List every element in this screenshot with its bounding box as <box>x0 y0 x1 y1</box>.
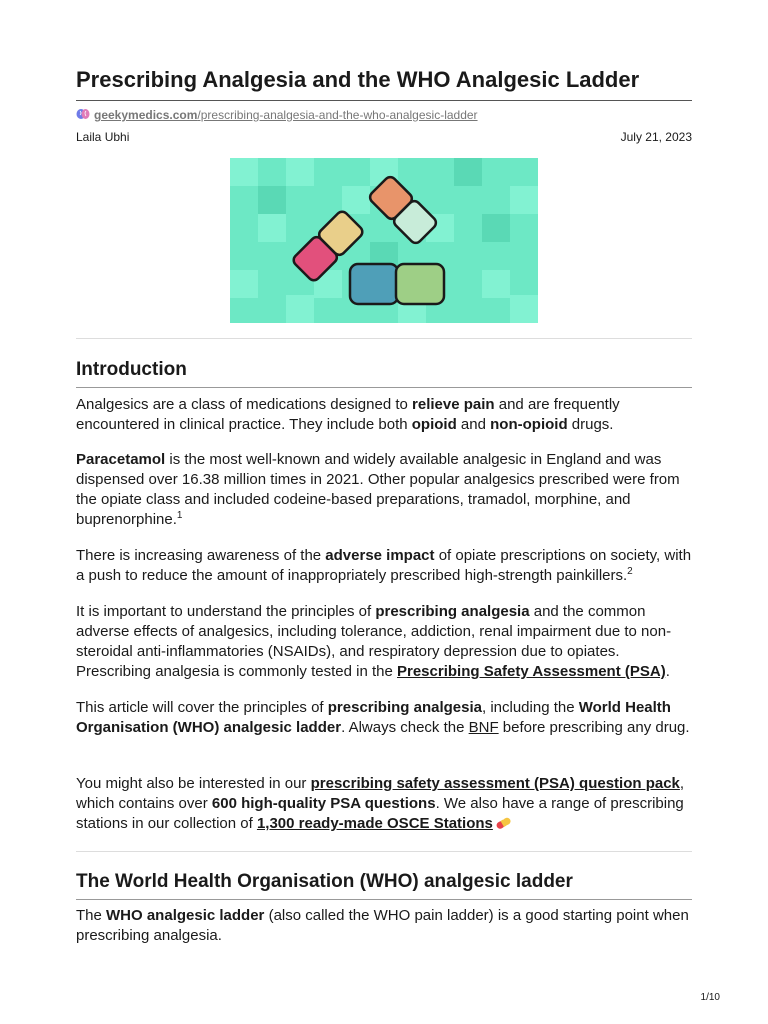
intro-paragraph-4: It is important to understand the principles of prescribing analgesia and the common adverse effects of analgesics, including tolerance, addiction, renal impairment due to non-steroidal anti-inflammatories (NSAIDs), and respiratory depression due to opiates. Prescribing analgesia is commonly tested in the Prescribing Safety Assessment (PSA). <box>76 603 672 680</box>
pills-illustration-icon <box>230 158 538 323</box>
source-domain: geekymedics.com <box>94 108 198 122</box>
page-title: Prescribing Analgesia and the WHO Analgesic Ladder <box>76 66 692 101</box>
source-line <box>76 108 478 122</box>
intro-paragraph-3: There is increasing awareness of the adverse impact of opiate prescriptions on society, with a push to reduce the amount of inappropriately prescribed high-strength painkillers.$^2$ <box>76 547 692 584</box>
intro-paragraph-1: Analgesics are a class of medications designed to relieve pain and are frequently encountered in clinical practice. They include both opioid and non-opioid drugs. <box>76 396 620 433</box>
intro-paragraph-5: This article will cover the principles of prescribing analgesia, including the World Health Organisation (WHO) analgesic ladder. Always check the BNF before prescribing any drug. <box>76 699 690 736</box>
brain-icon <box>76 108 90 120</box>
section-heading-who-ladder: The World Health Organisation (WHO) analgesic ladder <box>76 870 692 900</box>
source-path: /prescribing-analgesia-and-the-who-analgesic-ladder <box>197 108 478 122</box>
footnote-ref[interactable]: 1 <box>176 510 183 521</box>
footnote-ref[interactable]: 2 <box>627 566 633 577</box>
divider <box>76 851 692 852</box>
source-link[interactable] <box>94 108 478 122</box>
divider <box>76 338 692 339</box>
bnf-link[interactable]: BNF <box>468 719 499 736</box>
section-heading-introduction: Introduction <box>76 358 692 388</box>
psa-link[interactable]: Prescribing Safety Assessment (PSA) <box>397 663 666 680</box>
psa-question-pack-link[interactable]: prescribing safety assessment (PSA) question pack <box>310 775 680 792</box>
who-paragraph-1: The WHO analgesic ladder (also called the WHO pain ladder) is a good starting point when prescribing analgesia. <box>76 907 689 944</box>
intro-paragraph-2: Paracetamol is the most well-known and widely available analgesic in England and was dispensed over 16.38 million times in 2021. Other popular analgesics prescribed were from the opiate class and included codeine-based preparations, tramadol, morphine, and buprenorphine.$^1$ <box>76 451 680 528</box>
intro-paragraph-6: You might also be interested in our prescribing safety assessment (PSA) question pack, which contains over 600 high-quality PSA questions. We also have a range of prescribing stations in our collection of 1,300 ready-made OSCE Stations <box>76 775 685 832</box>
pill-emoji-icon <box>495 816 513 830</box>
publish-date: July 21, 2023 <box>620 130 692 144</box>
osce-stations-link[interactable]: 1,300 ready-made OSCE Stations <box>256 815 493 832</box>
page-number: 1/10 <box>700 992 720 1003</box>
author: Laila Ubhi <box>76 130 130 144</box>
